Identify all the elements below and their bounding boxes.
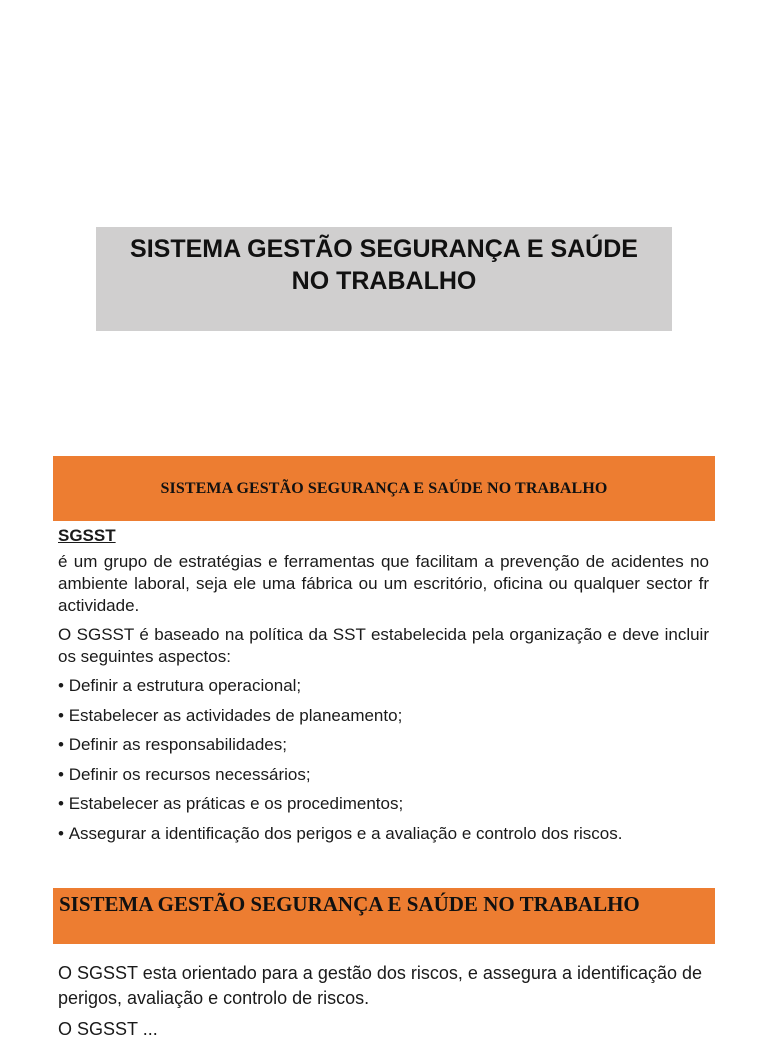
list-item: • Estabelecer as actividades de planeamento; — [58, 705, 709, 727]
section1-heading: SISTEMA GESTÃO SEGURANÇA E SAÚDE NO TRABALHO — [160, 479, 608, 497]
list-item: • Estabelecer as práticas e os procedimentos; — [58, 793, 709, 815]
list-item: • Assegurar a identificação dos perigos e a avaliação e controlo dos riscos. — [58, 823, 709, 845]
sgsst-intro: O SGSST é baseado na política da SST estabelecida pela organização e deve incluir os seguintes aspectos: — [58, 625, 709, 666]
list-item: • Definir a estrutura operacional; — [58, 675, 709, 697]
section2-heading: SISTEMA GESTÃO SEGURANÇA E SAÚDE NO TRABALHO — [59, 892, 640, 916]
page-title — [130, 233, 638, 297]
sgsst-definition: é um grupo de estratégias e ferramentas que facilitam a prevenção de acidentes no ambiente laboral, seja ele uma fábrica ou um escritório, oficina ou qualquer sector fr actividade. — [58, 552, 709, 615]
list-item: • Definir as responsabilidades; — [58, 734, 709, 756]
page-title-line2: NO TRABALHO — [291, 267, 477, 295]
section2-paragraph2: O SGSST ... — [58, 1019, 158, 1039]
section2-paragraph1: O SGSST esta orientado para a gestão dos riscos, e assegura a identificação de perigos, avaliação e controlo de riscos. — [58, 963, 703, 1008]
section1-heading-bar — [53, 456, 715, 521]
aspects-list — [58, 675, 709, 845]
section1-content — [58, 525, 709, 852]
list-item: • Definir os recursos necessários; — [58, 764, 709, 786]
sgsst-term: SGSST — [58, 526, 116, 545]
section2-heading-bar — [53, 888, 715, 944]
section2-content — [58, 961, 709, 1048]
title-box — [96, 227, 672, 331]
page-title-line1: SISTEMA GESTÃO SEGURANÇA E SAÚDE — [130, 235, 638, 263]
